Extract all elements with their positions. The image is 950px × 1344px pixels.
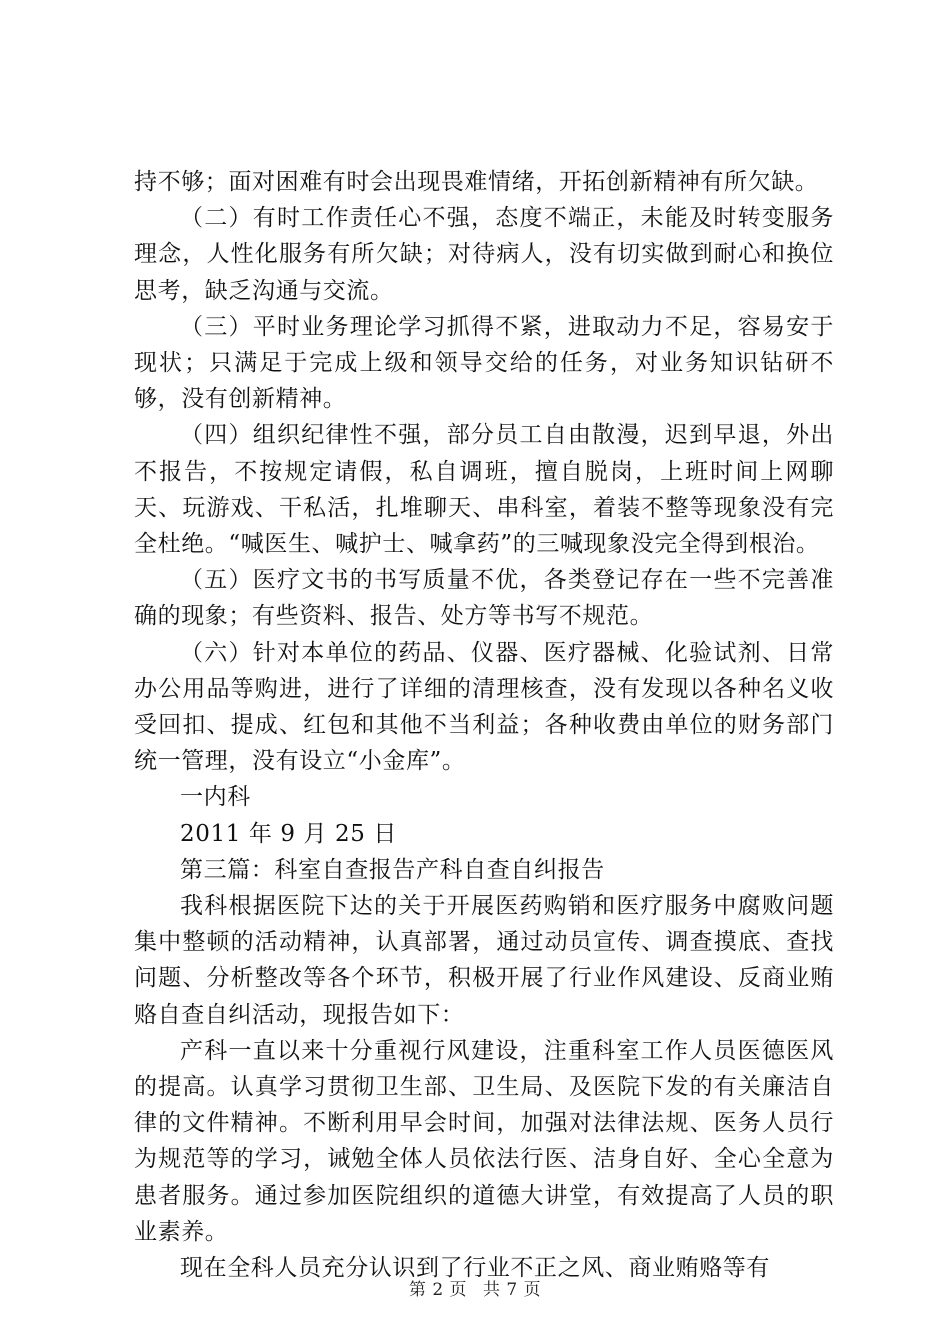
paragraph-item-4: （四）组织纪律性不强，部分员工自由散漫，迟到早退，外出不报告，不按规定请假，私自调班，擅自脱岗，上班时间上网聊天、玩游戏、干私活，扎堆聊天、串科室，着装不整等现象没有完全杜绝。“喊医生、喊护士、喊拿药”的三喊现象没完全得到根治。	[134, 422, 834, 558]
section-heading: 第三篇：科室自查报告产科自查自纠报告	[180, 856, 605, 883]
document-body	[134, 164, 834, 1286]
paragraph-item-6: （六）针对本单位的药品、仪器、医疗器械、化验试剂、日常办公用品等购进，进行了详细的清理核查，没有发现以各种名义收受回扣、提成、红包和其他不当利益；各种收费由单位的财务部门统一管理，没有设立“小金库”。	[134, 639, 834, 775]
signature-department: 一内科	[180, 784, 251, 811]
paragraph-continuation: 持不够；面对困难有时会出现畏难情绪，开拓创新精神有所欠缺。	[134, 169, 819, 195]
page-number: 第 2 页	[408, 1280, 468, 1300]
paragraph-item-2: （二）有时工作责任心不强，态度不端正，未能及时转变服务理念，人性化服务有所欠缺；对待病人，没有切实做到耐心和换位思考，缺乏沟通与交流。	[134, 205, 834, 304]
paragraph-continues: 现在全科人员充分认识到了行业不正之风、商业贿赂等有	[180, 1255, 770, 1282]
paragraph-body: 产科一直以来十分重视行风建设，注重科室工作人员医德医风的提高。认真学习贯彻卫生部、卫生局、及医院下发的有关廉洁自律的文件精神。不断利用早会时间，加强对法律法规、医务人员行为规范等的学习，诫勉全体人员依法行医、洁身自好、全心全意为患者服务。通过参加医院组织的道德大讲堂，有效提高了人员的职业素养。	[134, 1037, 834, 1245]
paragraph-item-3: （三）平时业务理论学习抓得不紧，进取动力不足，容易安于现状；只满足于完成上级和领导交给的任务，对业务知识钻研不够，没有创新精神。	[134, 313, 834, 413]
paragraph-intro: 我科根据医院下达的关于开展医药购销和医疗服务中腐败问题集中整顿的活动精神，认真部署，通过动员宣传、调查摸底、查找问题、分析整改等各个环节，积极开展了行业作风建设、反商业贿赂自查自纠活动，现报告如下：	[134, 893, 834, 1028]
page-footer	[0, 1275, 950, 1300]
page-total: 共 7 页	[482, 1280, 542, 1300]
paragraph-item-5: （五）医疗文书的书写质量不优，各类登记存在一些不完善准确的现象；有些资料、报告、处方等书写不规范。	[134, 567, 834, 630]
signature-date: 2011 年 9 月 25 日	[180, 820, 397, 847]
